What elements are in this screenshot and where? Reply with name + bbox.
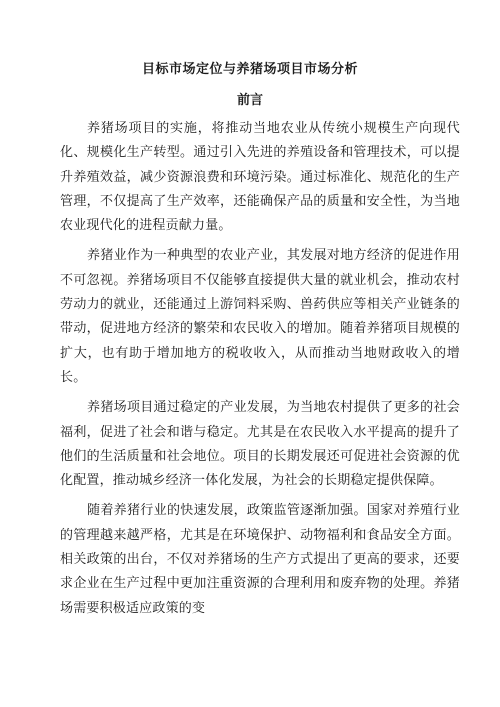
document-title: 目标市场定位与养猪场项目市场分析	[141, 62, 358, 77]
document-body	[60, 117, 460, 627]
paragraph: 养猪场项目的实施，将推动当地农业从传统小规模生产向现代化、规模化生产转型。通过引入先进的养殖设备和管理技术，可以提升养殖效益，减少资源浪费和环境污染。通过标准化、规范化的生产管理，不仅提高了生产效率，还能确保产品的质量和安全性，为当地农业现代化的进程贡献力量。	[60, 121, 460, 234]
paragraph: 随着养猪行业的快速发展，政策监管逐渐加强。国家对养殖行业的管理越来越严格，尤其是在环境保护、动物福利和食品安全方面。相关政策的出台，不仅对养猪场的生产方式提出了更高的要求，还要求企业在生产过程中更加注重资源的合理利用和废弃物的处理。养猪场需要积极适应政策的变	[60, 503, 460, 616]
paragraph: 养猪场项目通过稳定的产业发展，为当地农村提供了更多的社会福利，促进了社会和谐与稳定。尤其是在农民收入水平提高的提升了他们的生活质量和社会地位。项目的长期发展还可促进社会资源的优化配置，推动城乡经济一体化发展，为社会的长期稳定提供保障。	[60, 400, 460, 489]
paragraph: 养猪业作为一种典型的农业产业，其发展对地方经济的促进作用不可忽视。养猪场项目不仅能够直接提供大量的就业机会，推动农村劳动力的就业，还能通过上游饲料采购、兽药供应等相关产业链条的带动，促进地方经济的繁荣和农民收入的增加。随着养猪项目规模的扩大，也有助于增加地方的税收收入，从而推动当地财政收入的增长。	[60, 248, 460, 385]
section-heading: 前言	[236, 93, 263, 108]
